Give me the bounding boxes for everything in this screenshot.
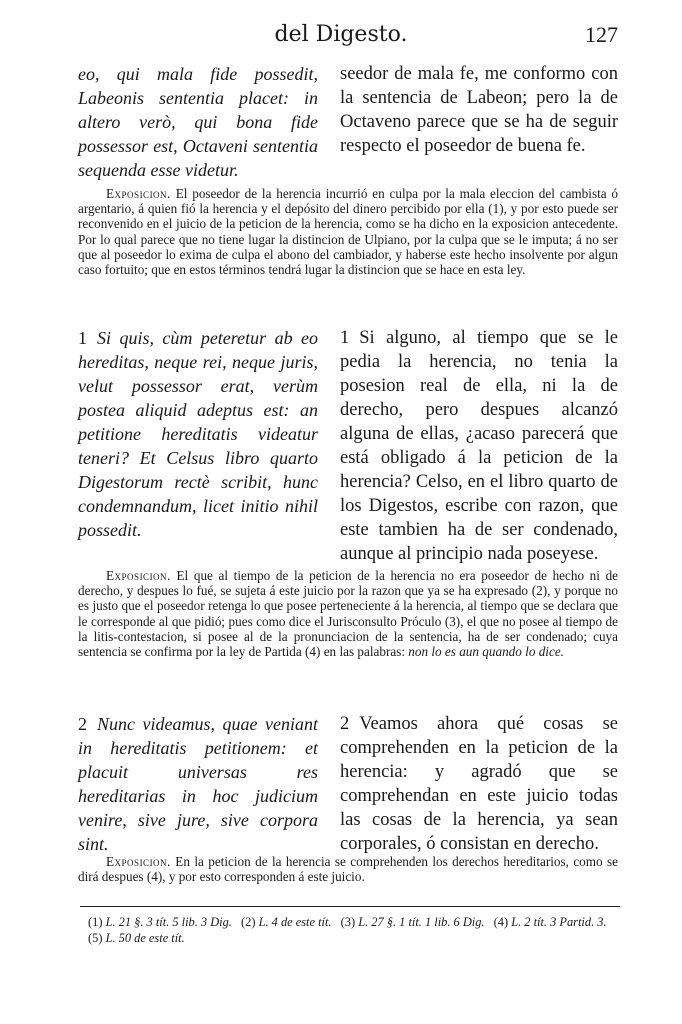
spanish-column [340, 62, 618, 182]
running-title: del Digesto. [274, 22, 408, 47]
section-2 [78, 712, 618, 856]
section-number: 2 [78, 714, 87, 734]
exposicion-1 [78, 186, 618, 277]
exposicion-text: El que al tiempo de la peticion de la herencia no era poseedor de hecho ni de derecho, y despues lo fué, se sujeta á este juicio por la razon que ya se ha expresado (2), y porque no es justo que el poseedor retenga lo que posee perteneciente á la herencia, al tiempo que se declara que le corresponde al que pidió; pues como dice el Jurisconsulto Próculo (3), el que no posee al tiempo de la litis-contestacion, si posee al de la pronunciacion de la sentencia, ha de ser condenado; cuya sentencia se confirma por la ley de Partida (4) en las palabras: [78, 568, 619, 660]
footnote: (4) L. 2 tít. 3 Partid. 3. [493, 915, 607, 929]
section-number: 1 [78, 328, 87, 348]
latin-column [78, 62, 318, 182]
section-1 [78, 326, 618, 566]
latin-column [78, 326, 318, 566]
exposicion-label: Exposicion. [106, 854, 171, 869]
exposicion-label: Exposicion. [106, 568, 171, 583]
footnote: (3) L. 27 §. 1 tít. 1 lib. 6 Dig. [340, 915, 485, 929]
exposicion-text: El poseedor de la herencia incurrió en culpa por la mala eleccion del cambista ó argentario, á quien fió la herencia y el depósito del dinero percibido por ella (1), y por esto puede ser reconvenido en el juicio de la peticion de la herencia, como se ha dicho en la exposicion antecedente. Por lo qual parece que no tiene lugar la distincion de Ulpiano, por la culpa que se le imputa; á no ser que al poseedor lo exima de culpa el abono del cambiador, y haberse este hecho insolvente por algun caso fortuito; que en estos términos tendrá lugar la distincion que se hace en esta ley. [78, 186, 619, 278]
spanish-column [340, 326, 618, 566]
latin-text: Si quis, cùm peteretur ab eo hereditas, neque rei, neque juris, velut possessor erat, verùm postea aliquid adeptus est: an petitione hereditatis videatur teneri? Et Celsus libro quarto Digestorum rectè scribit, hunc condemnandum, licet initio nihil possedit. [78, 328, 318, 540]
exposicion-text: En la peticion de la herencia se comprehenden los derechos hereditarios, como se dirá despues (4), y por esto corresponden á este juicio. [78, 854, 618, 885]
section-number: 2 [340, 714, 350, 734]
spanish-text: seedor de mala fe, me conformo con la sentencia de Labeon; pero la de Octaveno parece que se ha de seguir respecto el poseedor de buena fe. [340, 64, 618, 156]
latin-text: eo, qui mala fide possedit, Labeonis sententia placet: in altero verò, qui bona fide possessor est, Octaveni sententia sequenda esse videtur. [78, 64, 318, 180]
spanish-text: Si alguno, al tiempo que se le pedia la herencia, no tenia la posesion real de ella, ni la de derecho, pero despues alcanzó alguna de ellas, ¿acaso parecerá que está obligado á la peticion de la herencia? Celso, en el libro quarto de los Digestos, escribe con razon, que este tambien ha de ser condenado, aunque al principio nada poseyese. [340, 328, 618, 564]
footnotes [88, 914, 618, 946]
latin-text: Nunc videamus, quae veniant in hereditatis petitionem: et placuit universas res hereditarias in hoc judicium venire, sive jure, sive corpora sint. [78, 714, 318, 854]
exposicion-quote: non lo es aun quando lo dice. [408, 644, 564, 660]
exposicion-3 [78, 854, 618, 884]
section-number: 1 [340, 328, 350, 348]
page-number: 127 [585, 22, 618, 47]
exposicion-label: Exposicion. [106, 186, 171, 201]
footnote: (5) L. 50 de este tít. [88, 931, 185, 945]
spanish-text: Veamos ahora qué cosas se comprehenden en la peticion de la herencia: y agradó que se comprehendan en este juicio todas las cosas de la herencia, ya sean corporales, ó consistan en derecho. [340, 714, 618, 854]
footnote: (1) L. 21 §. 3 tít. 5 lib. 3 Dig. [88, 915, 232, 929]
page-header [0, 22, 682, 52]
exposicion-2 [78, 568, 618, 659]
footnote: (2) L. 4 de este tít. [241, 915, 332, 929]
footnote-divider [80, 906, 620, 907]
spanish-column [340, 712, 618, 856]
continuation-block [78, 62, 618, 182]
latin-column [78, 712, 318, 856]
